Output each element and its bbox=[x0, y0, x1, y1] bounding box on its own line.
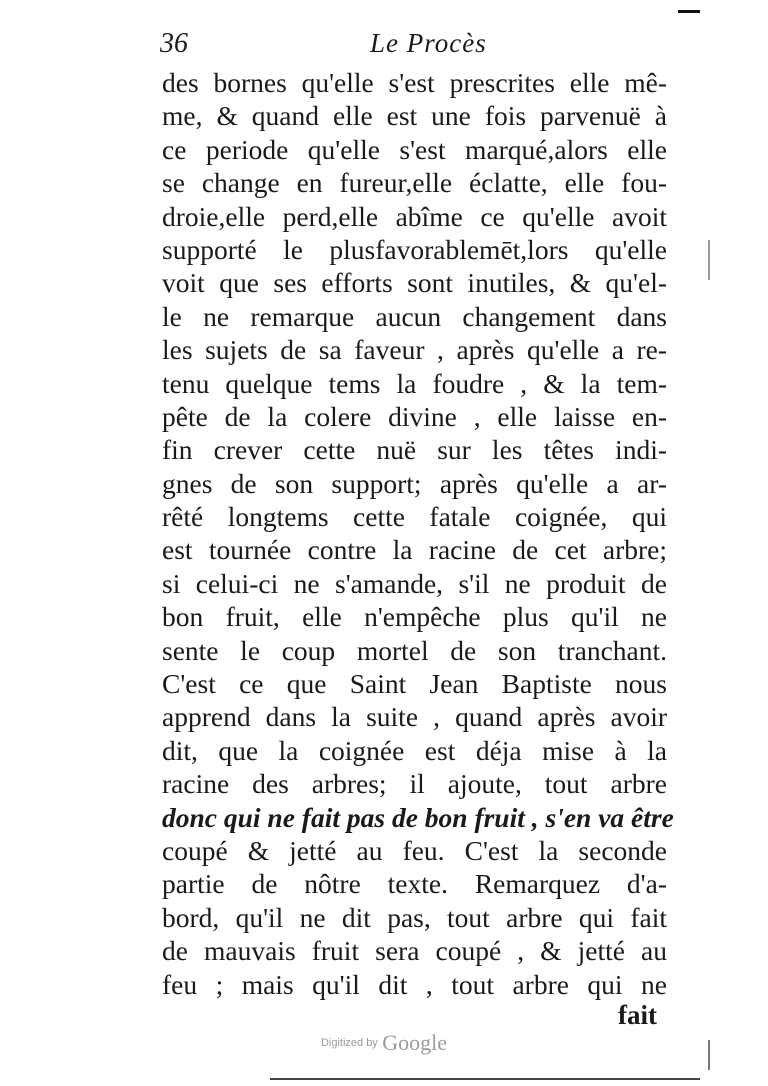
text-line: voit que ses efforts sont inutiles, & qu'el- bbox=[162, 267, 667, 299]
text-line: le ne remarque aucun changement dans bbox=[162, 300, 667, 332]
text-line: droie,elle perd,elle abîme ce qu'elle avoit bbox=[162, 200, 667, 232]
text-line: se change en fureur,elle éclatte, elle fou- bbox=[162, 167, 667, 199]
text-line: C'est ce que Saint Jean Baptiste nous bbox=[162, 668, 667, 700]
google-logo: Google bbox=[382, 1030, 448, 1055]
scan-mark-right-edge-2 bbox=[708, 1040, 710, 1070]
text-line: sente le coup mortel de son tranchant. bbox=[162, 634, 667, 666]
text-line: feu ; mais qu'il dit , tout arbre qui ne bbox=[162, 968, 667, 1000]
text-line: partie de nôtre texte. Remarquez d'a- bbox=[162, 868, 667, 900]
digitized-watermark bbox=[0, 1030, 768, 1056]
text-line: ce periode qu'elle s'est marqué,alors elle bbox=[162, 133, 667, 165]
page-header bbox=[160, 28, 670, 68]
scan-mark-bottom bbox=[270, 1078, 700, 1080]
text-line: si celui-ci ne s'amande, s'il ne produit de bbox=[162, 567, 667, 599]
text-line: bord, qu'il ne dit pas, tout arbre qui fait bbox=[162, 901, 667, 933]
text-line: bon fruit, elle n'empêche plus qu'il ne bbox=[162, 601, 667, 633]
running-title: Le Procès bbox=[370, 28, 487, 58]
text-line: racine des arbres; il ajoute, tout arbre bbox=[162, 768, 667, 800]
text-line: dit, que la coignée est déja mise à la bbox=[162, 734, 667, 766]
text-line: me, & quand elle est une fois parvenuë à bbox=[162, 100, 667, 132]
text-line: pête de la colere divine , elle laisse en- bbox=[162, 400, 667, 432]
text-line: les sujets de sa faveur , après qu'elle a re- bbox=[162, 334, 667, 366]
scan-mark-top bbox=[678, 10, 700, 13]
text-line-italic: donc qui ne fait pas de bon fruit , s'en va être bbox=[162, 801, 674, 833]
text-line: fin crever cette nuë sur les têtes indi- bbox=[162, 434, 667, 466]
text-line: supporté le plusfavorablemēt,lors qu'elle bbox=[162, 233, 667, 265]
digitized-label: Digitized by bbox=[320, 1037, 378, 1049]
body-text bbox=[162, 66, 674, 1001]
text-line: rêté longtems cette fatale coignée, qui bbox=[162, 501, 667, 533]
text-line: gnes de son support; après qu'elle a ar- bbox=[162, 467, 667, 499]
text-line: est tournée contre la racine de cet arbre; bbox=[162, 534, 667, 566]
catchword: fait bbox=[618, 1000, 657, 1030]
text-line: tenu quelque tems la foudre , & la tem- bbox=[162, 367, 667, 399]
text-line: des bornes qu'elle s'est prescrites elle mê- bbox=[162, 67, 667, 98]
scan-mark-right-edge bbox=[708, 240, 710, 280]
page-number: 36 bbox=[160, 28, 188, 59]
text-line: coupé & jetté au feu. C'est la seconde bbox=[162, 834, 667, 866]
text-line: de mauvais fruit sera coupé , & jetté au bbox=[162, 935, 667, 967]
text-line: apprend dans la suite , quand après avoir bbox=[162, 701, 667, 733]
